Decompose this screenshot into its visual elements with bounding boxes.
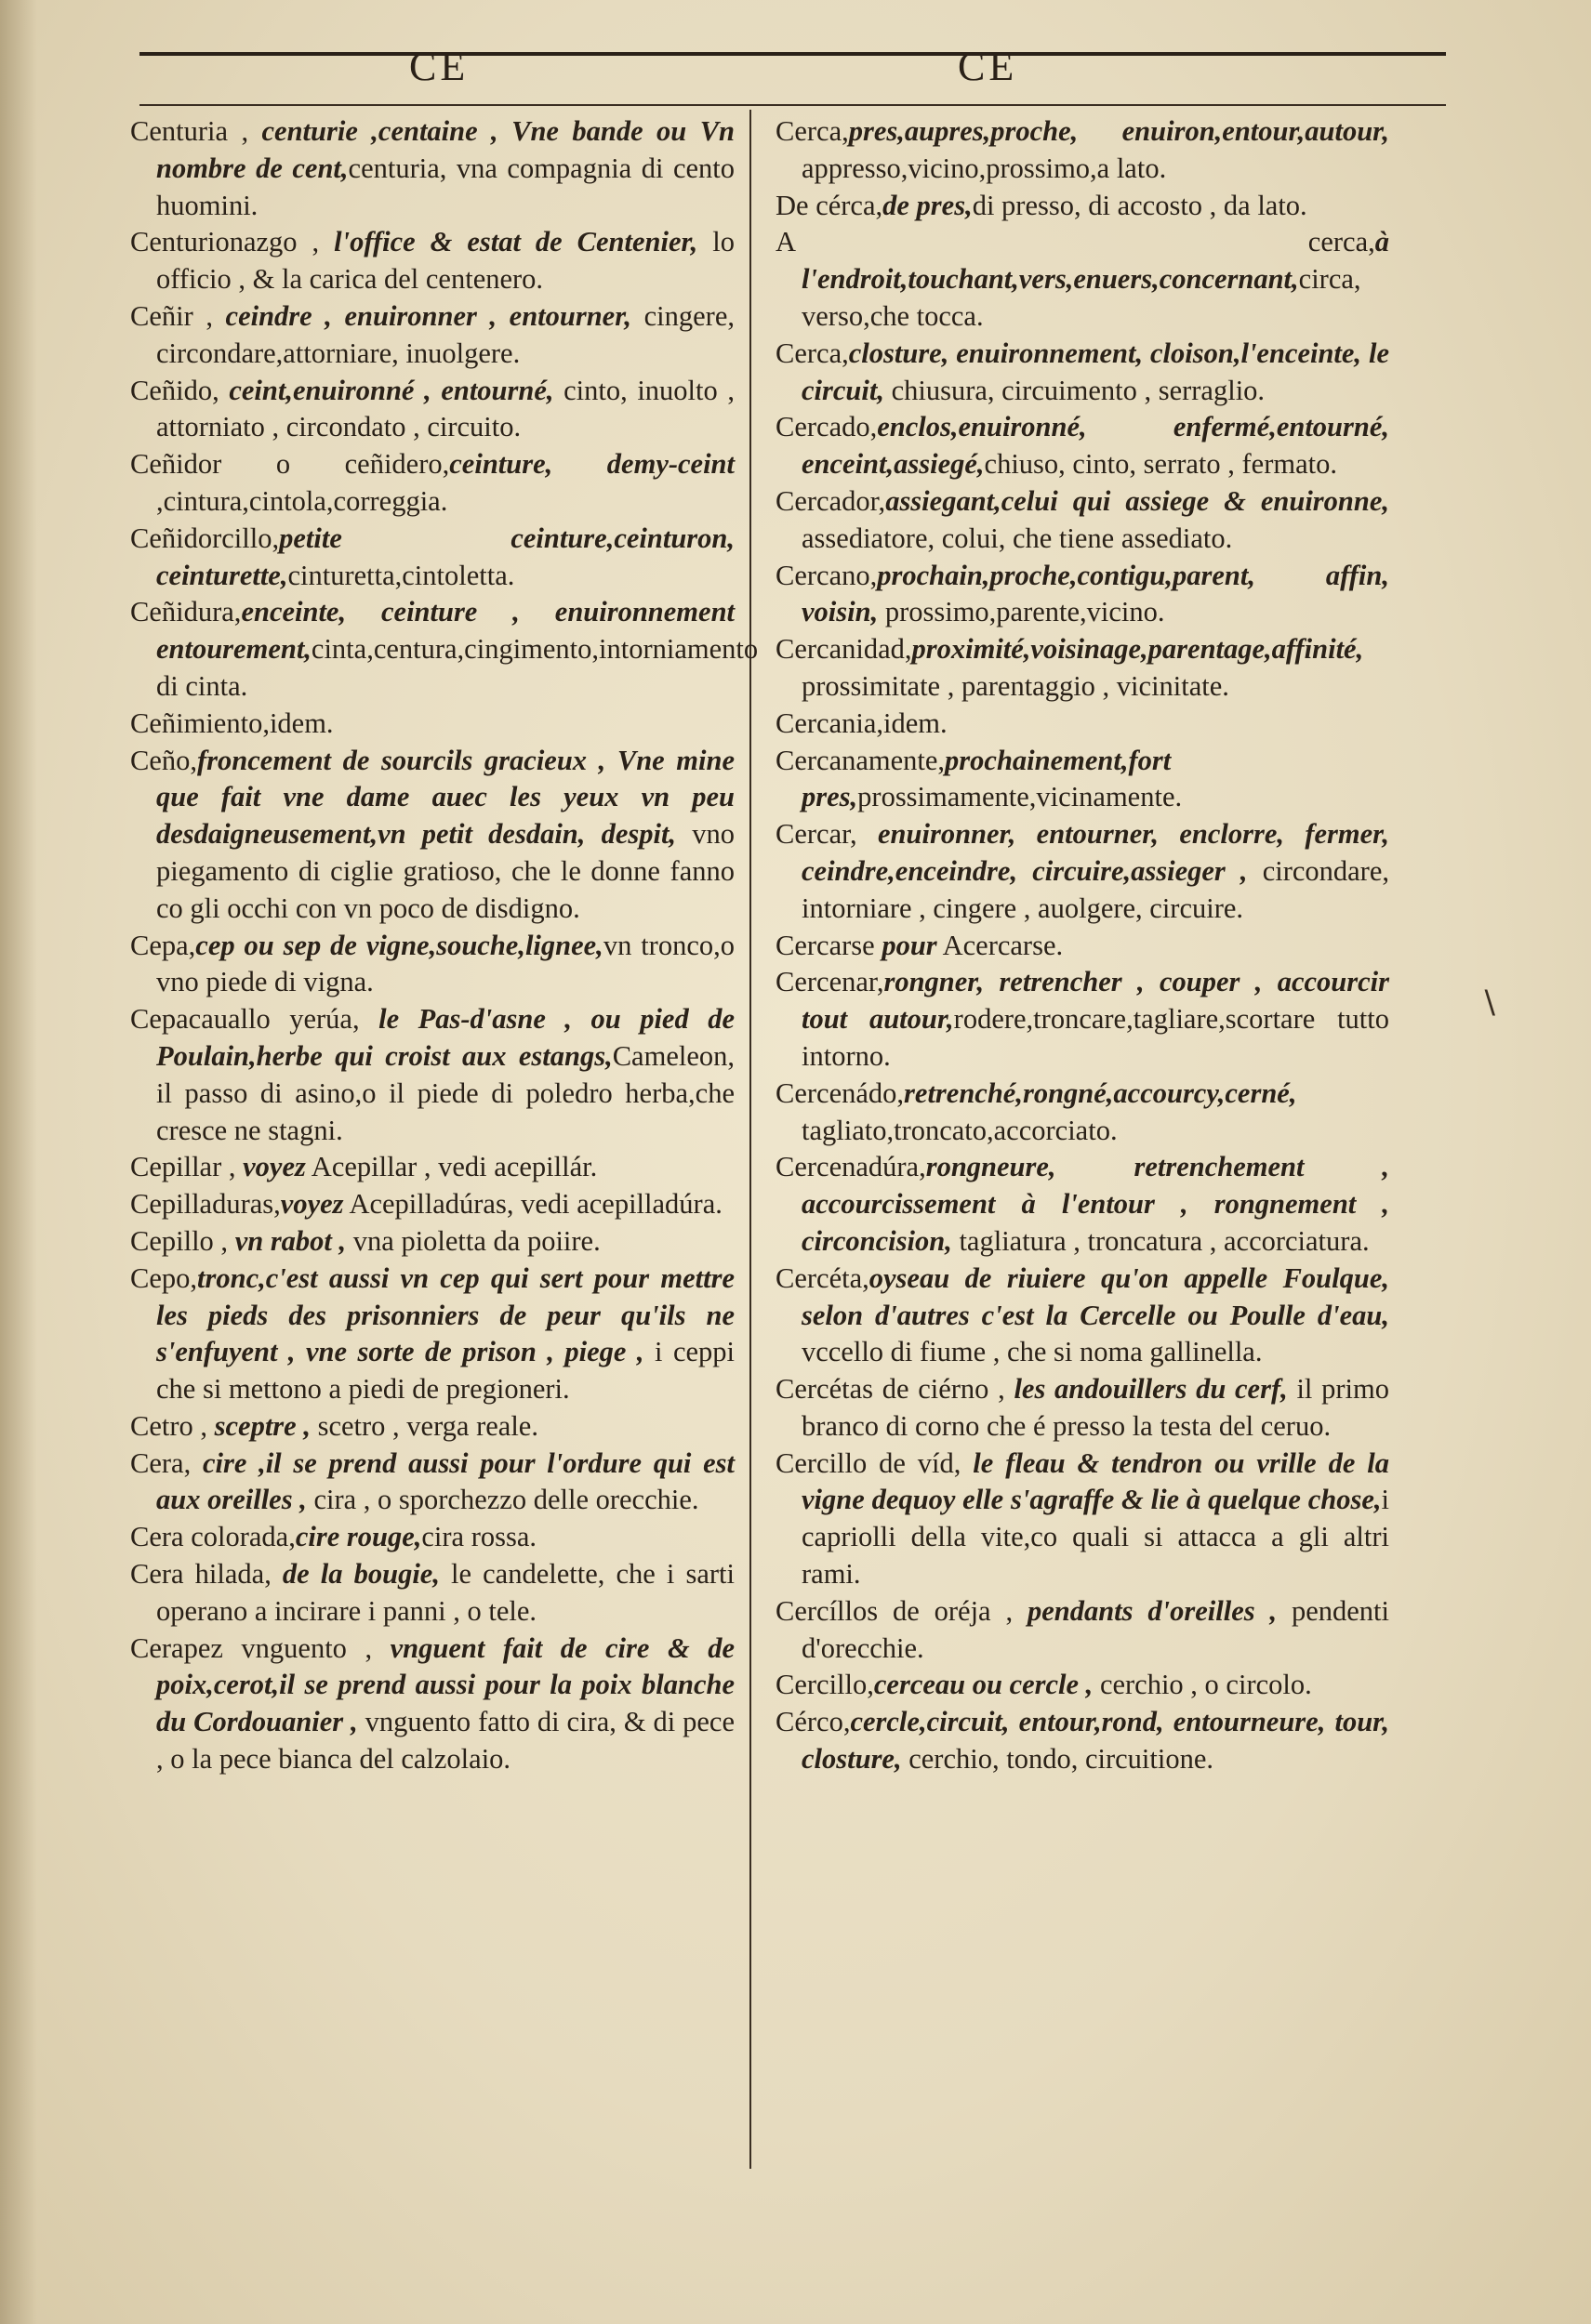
dictionary-entry	[776, 743, 1389, 817]
entry-text: Cera,	[130, 1446, 203, 1479]
entry-text: Cercéta,	[776, 1261, 869, 1294]
dictionary-entry	[776, 964, 1389, 1075]
entry-french-gloss: prochain,proche,contigu,parent, affin, voisin,	[802, 559, 1389, 628]
entry-text: vnguento fatto di cira, & di pece , o la pece bianca del calzolaio.	[156, 1706, 735, 1776]
entry-french-gloss: enceinte, ceinture , enuironnement entourement,	[156, 596, 735, 666]
entry-text: Cérco,	[776, 1706, 851, 1738]
entry-text: assediatore, colui, che tiene assediato.	[802, 522, 1233, 554]
entry-text: il primo branco di corno che é presso la testa del ceruo.	[802, 1373, 1389, 1442]
entry-text: Cercania,idem.	[776, 706, 948, 739]
entry-text: Acercarse.	[936, 929, 1064, 961]
dictionary-entry	[776, 558, 1389, 632]
entry-french-gloss: cire ,il se prend aussi pour l'ordure qui est aux oreilles ,	[156, 1446, 736, 1516]
entry-text: Centuria ,	[130, 115, 262, 147]
entry-french-gloss: sceptre ,	[214, 1409, 311, 1442]
entry-french-gloss: à l'endroit,touchant,vers,enuers,concernant,	[802, 226, 1389, 296]
header-rule	[139, 104, 1446, 106]
entry-text: centuria, vna compagnia di cento huomini.	[156, 152, 735, 221]
entry-text: rodere,troncare,tagliare,scortare tutto intorno.	[802, 1003, 1390, 1072]
entry-text: Cerca,	[776, 115, 849, 147]
entry-french-gloss: cep ou sep de vigne,souche,lignee,	[195, 929, 603, 961]
entry-text: lo officio , & la carica del centenero.	[156, 226, 736, 296]
entry-french-gloss: pendants d'oreilles ,	[1027, 1594, 1278, 1627]
dictionary-entry	[776, 1704, 1389, 1778]
entry-text: appresso,vicino,prossimo,a lato.	[802, 152, 1167, 184]
dictionary-entry	[776, 1667, 1389, 1704]
dictionary-entry	[776, 1149, 1389, 1260]
entry-text: Ceñir ,	[130, 299, 226, 332]
entry-text: Cepo,	[130, 1261, 198, 1294]
entry-text: Cercano,	[776, 559, 878, 591]
entry-text: Cera colorada,	[130, 1521, 296, 1553]
entry-text: vn tronco,o vno piede di vigna.	[156, 929, 735, 998]
dictionary-entry	[130, 1446, 735, 1520]
entry-text: circa, verso,che tocca.	[802, 263, 1361, 332]
entry-text: prossimo,parente,vicino.	[878, 596, 1165, 628]
entry-french-gloss: ceint,enuironné , entourné,	[229, 374, 554, 406]
entry-text: ,cintura,cintola,correggia.	[156, 484, 448, 517]
entry-text: tagliato,troncato,accorciato.	[802, 1114, 1118, 1146]
entry-text: De cérca,	[776, 189, 883, 221]
entry-text: cingere, circondare,attorniare, inuolgere.	[156, 299, 735, 369]
dictionary-entry	[130, 1408, 735, 1446]
entry-text: Cerca,	[776, 337, 849, 369]
dictionary-entry	[776, 928, 1389, 965]
entry-french-gloss: oyseau de riuiere qu'on appelle Foulque, selon d'autres c'est la Cercelle ou Poulle d'eau,	[802, 1261, 1389, 1331]
entry-french-gloss: le Pas-d'asne , ou pied de Poulain,herbe qui croist aux estangs,	[156, 1003, 735, 1072]
column-divider	[749, 110, 751, 2169]
entry-french-gloss: ceindre , enuironner , entourner,	[225, 299, 632, 332]
entry-text: Cercenádo,	[776, 1076, 905, 1109]
entry-french-gloss: prochainement,fort pres,	[802, 744, 1172, 813]
entry-text: Cera hilada,	[130, 1558, 283, 1591]
entry-text: Cercíllos de oréja ,	[776, 1594, 1028, 1627]
dictionary-entry	[130, 224, 735, 298]
entry-french-gloss: pour	[882, 929, 937, 961]
entry-text: cira , o sporchezzo delle orecchie.	[306, 1484, 699, 1516]
entry-text: Ceñidura,	[130, 596, 242, 628]
entry-text: chiuso, cinto, serrato , fermato.	[984, 448, 1337, 481]
entry-french-gloss: tronc,c'est aussi vn cep qui sert pour mettre les pieds des prisonniers de peur qu'ils ne s'enfuyent , vne sorte de prison , piege ,	[156, 1261, 735, 1368]
entry-text: Cercenadúra,	[776, 1151, 926, 1183]
dictionary-entry	[130, 521, 735, 595]
entry-text: Cepacauallo yerúa,	[130, 1003, 379, 1036]
dictionary-entry	[776, 336, 1389, 410]
entry-french-gloss: de la bougie,	[282, 1558, 440, 1591]
dictionary-entry	[130, 298, 735, 373]
dictionary-entry	[130, 743, 735, 928]
entry-text: Ceñidor o ceñidero,	[130, 448, 450, 481]
entry-text: Cepillo ,	[130, 1224, 235, 1257]
entry-text: scetro , verga reale.	[310, 1409, 538, 1442]
entry-text: di presso, di accosto , da lato.	[972, 189, 1307, 221]
dictionary-entry	[130, 1223, 735, 1261]
entry-text: cinturetta,cintoletta.	[287, 559, 515, 591]
entry-french-gloss: cire rouge,	[295, 1521, 422, 1553]
dictionary-entry	[130, 113, 735, 224]
entry-french-gloss: rongner, retrencher , couper , accourcir tout autour,	[802, 966, 1389, 1036]
margin-mark: ∖	[1478, 987, 1499, 1022]
entry-text: Ceñidorcillo,	[130, 522, 280, 554]
dictionary-entry	[130, 446, 735, 521]
entry-text: cira rossa.	[421, 1521, 537, 1553]
top-rule	[139, 52, 1446, 56]
entry-text: vna pioletta da poiire.	[346, 1224, 601, 1257]
entry-text: Cameleon, il passo di asino,o il piede di poledro herba,che cresce ne stagni.	[156, 1039, 735, 1146]
entry-french-gloss: enclos,enuironné, enfermé,entourné, enceint,assiegé,	[802, 411, 1389, 481]
entry-text: cerchio, tondo, circuitione.	[901, 1743, 1213, 1776]
entry-french-gloss: voyez	[280, 1188, 344, 1221]
entry-text: Cercar,	[776, 818, 879, 851]
dictionary-entry	[130, 594, 759, 705]
dictionary-entry	[776, 816, 1389, 927]
dictionary-entry	[776, 1076, 1389, 1150]
dictionary-entry	[776, 113, 1389, 188]
dictionary-entry	[130, 928, 735, 1002]
entry-french-gloss: petite ceinture,ceinturon, ceinturette,	[156, 522, 735, 591]
dictionary-entry	[776, 483, 1389, 558]
dictionary-entry	[130, 373, 735, 447]
entry-french-gloss: vn rabot ,	[234, 1224, 347, 1257]
entry-text: Cercenar,	[776, 966, 884, 998]
entry-text: pendenti d'orecchie.	[802, 1594, 1390, 1664]
entry-french-gloss: voyez	[243, 1151, 306, 1183]
entry-text: tagliatura , troncatura , accorciatura.	[951, 1224, 1370, 1257]
dictionary-entry	[130, 1631, 735, 1778]
entry-french-gloss: cerceau ou cercle ,	[873, 1669, 1094, 1701]
entry-text: cinta,centura,cingimento,intorniamento di cinta.	[156, 633, 759, 702]
dictionary-entry	[776, 1371, 1389, 1446]
entry-french-gloss: vnguent fait de cire & de poix,cerot,il se prend aussi pour la poix blanche du Cordouanier ,	[156, 1631, 735, 1738]
entry-text: Cercétas de ciérno ,	[776, 1373, 1014, 1406]
entry-french-gloss: retrenché,rongné,accourcy,cerné,	[904, 1076, 1297, 1109]
dictionary-entry	[130, 1186, 735, 1223]
entry-french-gloss: proximité,voisinage,parentage,affinité,	[911, 633, 1364, 666]
running-head-right: CE	[958, 44, 1018, 89]
dictionary-entry	[130, 1149, 735, 1186]
entry-text: Cercanidad,	[776, 633, 912, 666]
entry-text: prossimitate , parentaggio , vicinitate.	[802, 669, 1229, 702]
entry-text: le candelette, che i sarti operano a incirare i panni , o tele.	[156, 1558, 735, 1627]
entry-text: Cercarse	[776, 929, 882, 961]
entry-french-gloss: ceinture, demy-ceint	[449, 448, 735, 481]
entry-text: Ceñido,	[130, 374, 230, 406]
entry-text: Cetro ,	[130, 1409, 215, 1442]
page-spine-shadow	[0, 0, 37, 2324]
entry-text: Cepillar ,	[130, 1151, 244, 1183]
dictionary-entry	[130, 1001, 735, 1149]
entry-text: Ceño,	[130, 744, 198, 776]
dictionary-entry	[776, 631, 1389, 706]
entry-text: i ceppi che si mettono a piedi de pregioneri.	[156, 1336, 735, 1406]
entry-text: Acepillar , vedi acepillár.	[305, 1151, 598, 1183]
dictionary-entry	[776, 706, 1389, 743]
left-column	[130, 113, 759, 1778]
entry-text: Cerapez vnguento ,	[130, 1631, 391, 1664]
entry-text: Cercanamente,	[776, 744, 946, 776]
entry-text: A cerca,	[776, 226, 1375, 258]
entry-text: vno piegamento di ciglie gratioso, che le donne fanno co gli occhi con vn poco de disdigno.	[156, 818, 736, 924]
entry-text: prossimamente,vicinamente.	[857, 781, 1183, 813]
entry-french-gloss: le fleau & tendron ou vrille de la vigne dequoy elle s'agraffe & lie à quelque chose,	[802, 1446, 1389, 1516]
dictionary-entry	[130, 1556, 735, 1631]
entry-text: Cercador,	[776, 484, 886, 517]
entry-text: Cercillo de víd,	[776, 1446, 974, 1479]
entry-text: cerchio , o circolo.	[1093, 1669, 1312, 1701]
entry-french-gloss: l'office & estat de Centenier,	[334, 226, 698, 258]
dictionary-entry	[130, 706, 735, 743]
entry-french-gloss: centurie ,centaine , Vne bande ou Vn nombre de cent,	[156, 115, 735, 184]
entry-french-gloss: closture, enuironnement, cloison,l'enceinte, le circuit,	[802, 337, 1389, 406]
entry-french-gloss: cercle,circuit, entour,rond, entourneure, tour, closture,	[802, 1706, 1389, 1776]
running-head-left: CE	[409, 44, 470, 89]
dictionary-entry	[776, 409, 1389, 483]
entry-text: vccello di fiume , che si noma gallinella.	[802, 1336, 1263, 1368]
dictionary-entry	[776, 1593, 1389, 1668]
entry-text: Cercado,	[776, 411, 878, 443]
entry-french-gloss: rongneure, retrenchement , accourcissement à l'entour , rongnement , circoncision,	[802, 1151, 1389, 1257]
dictionary-entry	[130, 1519, 735, 1556]
entry-text: Centurionazgo ,	[130, 226, 335, 258]
entry-french-gloss: enuironner, entourner, enclorre, fermer, ceindre,enceindre, circuire,assieger ,	[802, 818, 1389, 887]
dictionary-entry	[130, 1261, 735, 1408]
entry-text: Cercillo,	[776, 1669, 874, 1701]
entry-text: Acepilladúras, vedi acepilladúra.	[343, 1188, 723, 1221]
entry-text: circondare, intorniare , cingere , auolgere, circuire.	[802, 854, 1389, 924]
dictionary-entry	[776, 188, 1389, 225]
entry-french-gloss: de pres,	[882, 189, 973, 221]
right-column	[776, 113, 1389, 1778]
entry-text: chiusura, circuimento , serraglio.	[883, 374, 1266, 406]
entry-text: Cepilladuras,	[130, 1188, 281, 1221]
dictionary-entry	[776, 1261, 1389, 1371]
entry-text: Cepa,	[130, 929, 196, 961]
entry-text: i capriolli della vite,co quali si attacca a gli altri rami.	[802, 1484, 1389, 1591]
entry-french-gloss: pres,aupres,proche, enuiron,entour,autour,	[848, 115, 1389, 147]
dictionary-entry	[776, 224, 1389, 335]
entry-french-gloss: froncement de sourcils gracieux , Vne mine que fait vne dame auec les yeux vn peu desdaigneusement,vn petit desdain, despit,	[156, 744, 735, 851]
dictionary-entry	[776, 1446, 1389, 1593]
entry-french-gloss: assiegant,celui qui assiege & enuironne,	[885, 484, 1389, 517]
entry-text: cinto, inuolto , attorniato , circondato , circuito.	[156, 374, 735, 443]
entry-text: Ceñimiento,idem.	[130, 706, 334, 739]
entry-french-gloss: les andouillers du cerf,	[1014, 1373, 1288, 1406]
